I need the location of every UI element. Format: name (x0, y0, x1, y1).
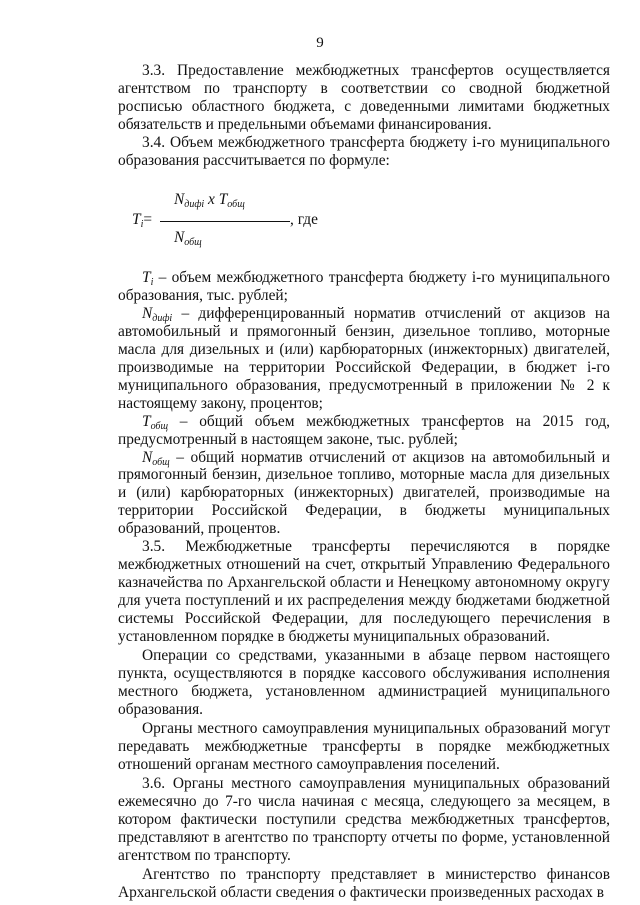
document-body (118, 62, 610, 902)
formula-lhs: $T_i=$ (132, 211, 153, 231)
paragraph-organs: Органы местного самоуправления муниципальных образований могут передавать межбюджетные трансферты в порядке межбюджетных отношений органам местного самоуправления поселений. (118, 720, 610, 773)
paragraph-3-6: 3.6. Органы местного самоуправления муниципальных образований ежемесячно до 7-го числа начиная с месяца, следующего за месяцем, в котором фактически поступили средства межбюджетных трансфертов, представляют в агентство по транспорту отчеты по форме, установленной агентством по транспорту. (118, 775, 610, 864)
page-number: 9 (316, 35, 324, 51)
paragraph-3-5: 3.5. Межбюджетные трансферты перечисляются в порядке межбюджетных отношений на счет, открытый Управлению Федерального казначейства по Архангельской области и Ненецкому автономному округу для учета поступлений и их распределения между бюджетами бюджетной системы Российской Федерации, для последующего перечисления в установленном порядке в бюджеты муниципальных образований. (118, 538, 610, 645)
formula (118, 191, 610, 251)
formula-numerator: $N_{дифi}$ x $T_{общ}$ (174, 191, 245, 211)
definition-n-difi: $N_{дифi}$ – дифференцированный норматив отчислений от акцизов на автомобильный и прямогонный бензин, дизельное топливо, моторные масла для дизельных и (или) карбюраторных (инжекторных) двигателей, производимые на территории Российской Федерации, в бюджет i-го муниципального образования, предусмотренный в приложении № 2 к настоящему закону, процентов; (118, 305, 610, 412)
paragraph-3-4: 3.4. Объем межбюджетного трансферта бюджету i-го муниципального образования рассчитывается по формуле: (118, 133, 610, 169)
paragraph-operations: Операции со средствами, указанными в абзаце первом настоящего пункта, осуществляются в порядке кассового обслуживания исполнения местного бюджета, установленном администрацией муниципального образования. (118, 646, 610, 718)
formula-denominator: $N_{общ}$ (174, 229, 202, 249)
definition-n-obsch: $N_{общ}$ – общий норматив отчислений от акцизов на автомобильный и прямогонный бензин, дизельное топливо, моторные масла для дизельных и (или) карбюраторных (инжекторных) двигателей, производимые на территории Российской Федерации, в бюджеты муниципальных образований, процентов. (118, 448, 610, 538)
definition-t-obsch: $T_{общ}$ – общий объем межбюджетных трансфертов на 2015 год, предусмотренный в настоящем законе, тыс. рублей; (118, 412, 610, 448)
paragraph-3-3: 3.3. Предоставление межбюджетных трансфертов осуществляется агентством по транспорту в соответствии со сводной бюджетной росписью областного бюджета, с доведенными лимитами бюджетных обязательств и предельными объемами финансирования. (118, 62, 610, 133)
definition-ti: $T_i$ – объем межбюджетного трансферта бюджету i-го муниципального образования, тыс. рублей; (118, 269, 610, 305)
formula-suffix: , где (290, 211, 318, 229)
paragraph-agency: Агентство по транспорту представляет в министерство финансов Архангельской области сведения о фактически произведенных расходах в (118, 866, 610, 902)
formula-fraction-bar (160, 221, 290, 222)
